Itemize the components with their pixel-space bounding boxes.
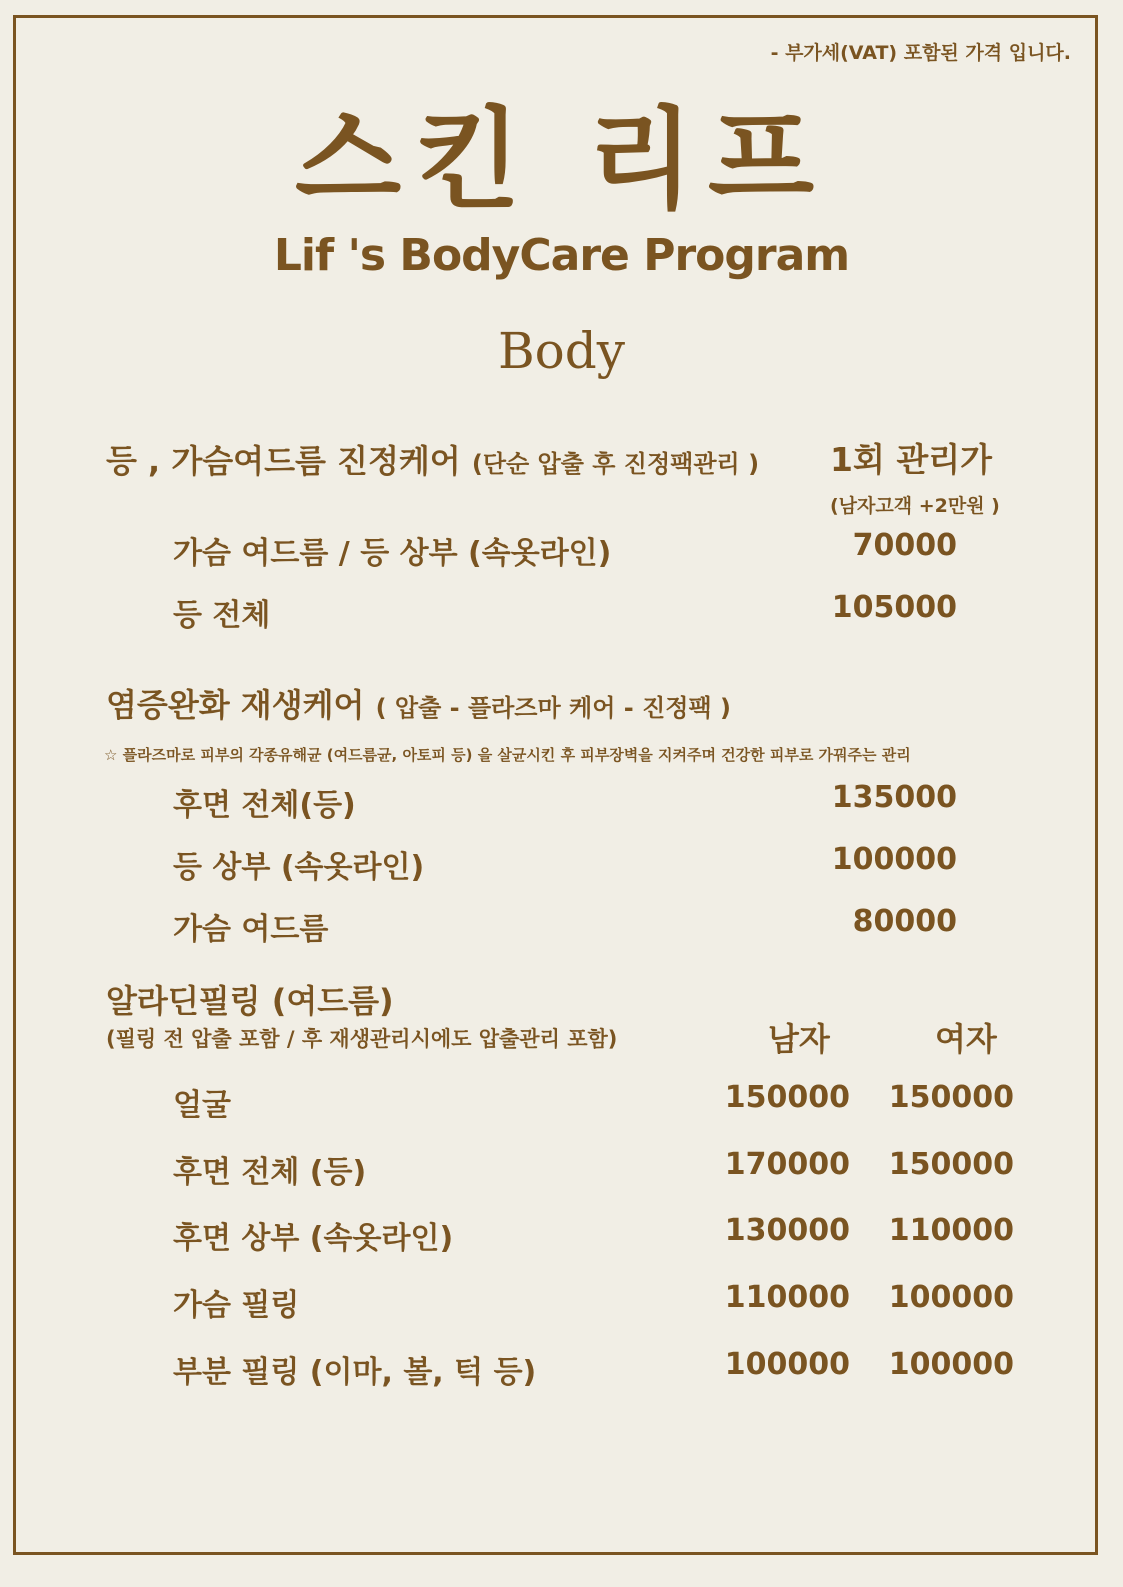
section1-item-price: 70000 (852, 528, 957, 563)
section3-price-men: 130000 (724, 1213, 850, 1248)
page-title: 스킨 리프 (294, 96, 829, 224)
section3-price-women: 150000 (888, 1147, 1014, 1182)
section3-item-name: 가슴 필링 (173, 1288, 300, 1323)
column-header-men: 남자 (768, 1020, 830, 1058)
column-header-women: 여자 (935, 1020, 997, 1058)
section3-price-men: 110000 (724, 1280, 850, 1315)
men-extra-note: (남자고객 +2만원 ) (830, 495, 1000, 517)
section2-description: ☆ 플라즈마로 피부의 각종유해균 (여드름균, 아토피 등) 을 살균시킨 후 피부장벽을 지켜주며 건강한 피부로 가꿔주는 관리 (104, 746, 911, 764)
section2-item-name: 가슴 여드름 (173, 912, 329, 947)
section3-note: (필링 전 압출 포함 / 후 재생관리시에도 압출관리 포함) (106, 1027, 618, 1051)
section1-note: (단순 압출 후 진정팩관리 ) (471, 450, 760, 478)
category-heading: Body (497, 322, 626, 380)
section3-item-name: 후면 전체 (등) (173, 1155, 367, 1190)
section3-item-name: 부분 필링 (이마, 볼, 턱 등) (173, 1355, 537, 1390)
page-subtitle: Lif 's BodyCare Program (273, 230, 850, 281)
section3-item-name: 후면 상부 (속옷라인) (173, 1221, 454, 1256)
section1-item-name: 등 전체 (173, 598, 271, 633)
section3-price-men: 100000 (724, 1347, 850, 1382)
section1-item-name: 가슴 여드름 / 등 상부 (속옷라인) (173, 536, 612, 571)
section2-title: 염증완화 재생케어 (106, 686, 365, 724)
vat-note: - 부가세(VAT) 포함된 가격 입니다. (770, 42, 1071, 64)
section2-item-price: 100000 (831, 842, 957, 877)
section2-item-price: 135000 (831, 780, 957, 815)
per-session-label: 1회 관리가 (830, 440, 992, 479)
section2-heading (106, 680, 731, 726)
section1-item-price: 105000 (831, 590, 957, 625)
section2-item-name: 후면 전체(등) (173, 788, 356, 823)
section3-price-men: 170000 (724, 1147, 850, 1182)
section3-title: 알라딘필링 (여드름) (106, 982, 394, 1020)
section3-item-name: 얼굴 (173, 1088, 231, 1123)
section2-item-price: 80000 (852, 904, 957, 939)
section3-price-women: 110000 (888, 1213, 1014, 1248)
section1-title: 등 , 가슴여드름 진정케어 (106, 442, 461, 480)
section3-price-men: 150000 (724, 1080, 850, 1115)
section1-heading (106, 436, 759, 482)
section2-item-name: 등 상부 (속옷라인) (173, 850, 425, 885)
section3-price-women: 100000 (888, 1347, 1014, 1382)
section3-price-women: 100000 (888, 1280, 1014, 1315)
section2-note: ( 압출 - 플라즈마 케어 - 진정팩 ) (375, 694, 731, 722)
section3-price-women: 150000 (888, 1080, 1014, 1115)
